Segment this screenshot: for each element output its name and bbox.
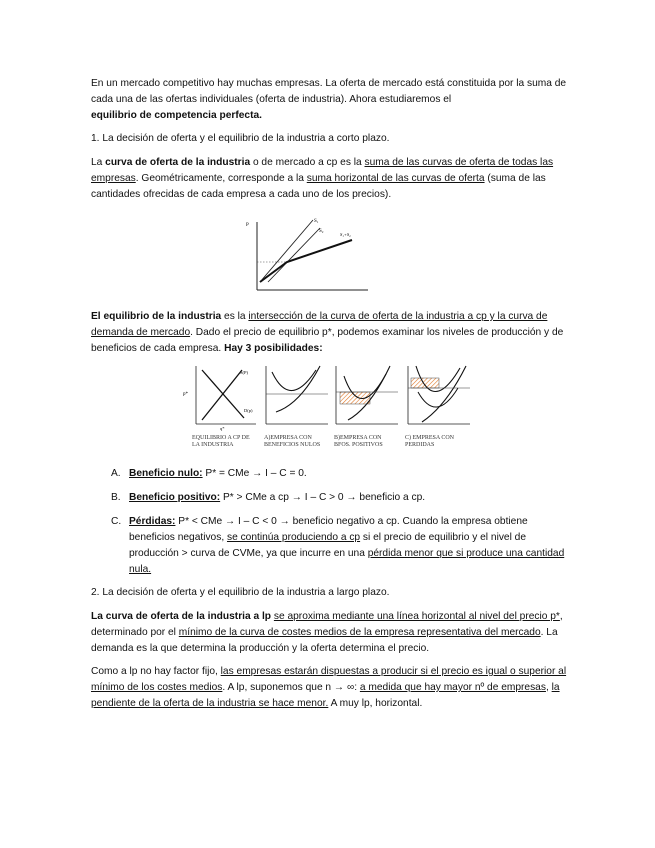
text: ,	[545, 682, 552, 693]
list-marker: C.	[111, 516, 122, 527]
text: Como a lp no hay factor fijo,	[91, 666, 221, 677]
curva-paragraph	[91, 155, 571, 203]
text: o de mercado a cp es la	[250, 157, 365, 168]
s1-label: S₁	[314, 219, 319, 224]
underlined-text: pérdida menor que si produce una cantidad nula.	[129, 548, 565, 575]
list-text	[129, 466, 566, 482]
underlined-text: la pendiente de la oferta de la industria se hace menor.	[91, 682, 560, 709]
text: . A lp, suponemos que n → ∞:	[222, 682, 360, 693]
bold-text: Hay 3 posibilidades:	[224, 343, 323, 354]
q-star-label: q*	[220, 426, 225, 431]
item-text: si el precio de equilibrio y el nivel de producción > curva de CVMe, ya que incurre en una	[129, 532, 527, 559]
underlined-text: se aproxima mediante una línea horizontal al nivel del precio p*	[273, 611, 560, 622]
bold-text: La curva de oferta de la industria a lp	[91, 611, 272, 622]
sum-label: S₁+S₂	[340, 232, 351, 237]
list-marker: A.	[111, 468, 121, 479]
text: . Geométricamente, corresponde a la	[135, 173, 307, 184]
intro-text: En un mercado competitivo hay muchas empresas. La oferta de mercado está constituida por la suma de cada una de las ofertas individuales (oferta de industria). Ahora estudiaremos el	[91, 78, 567, 105]
text: La	[91, 157, 106, 168]
lp-paragraph	[91, 609, 571, 657]
loss-area	[411, 378, 439, 388]
caption-zero-profit: A)EMPRESA CON BENEFICIOS NULOS	[264, 435, 321, 448]
demand-curve	[202, 370, 244, 418]
item-label: Pérdidas:	[129, 516, 176, 527]
text: es la	[221, 311, 249, 322]
bold-text: curva de oferta de la industria	[105, 157, 251, 168]
supply-label: S(P)	[240, 370, 249, 375]
section1-title: 1. La decisión de oferta y el equilibrio de la industria a corto plazo.	[91, 133, 390, 144]
underlined-text: suma de las curvas de oferta de todas las empresas	[91, 157, 554, 184]
list-marker: B.	[111, 492, 121, 503]
underlined-text: intersección de la curva de oferta de la industria a cp y la curva de demanda de mercado	[91, 311, 548, 338]
underlined-text: a medida que hay mayor nº de empresas	[359, 682, 546, 693]
supply-sum-figure	[240, 212, 375, 304]
s1-curve	[260, 220, 313, 282]
text: A muy lp, horizontal.	[328, 698, 423, 709]
section2-title: 2. La decisión de oferta y el equilibrio de la industria a largo plazo.	[91, 587, 390, 598]
underlined-text: mínimo de la curva de costes medios de la empresa representativa del mercado	[178, 627, 541, 638]
p-star-label: p*	[183, 392, 188, 397]
panel-losses	[408, 366, 470, 424]
intro-bold: equilibrio de competencia perfecta.	[91, 110, 262, 121]
s2-label: S₂	[319, 229, 324, 234]
final-paragraph	[91, 664, 571, 712]
item-label: Beneficio positivo:	[129, 492, 221, 503]
item-label: Beneficio nulo:	[129, 468, 203, 479]
text: , determinado por el	[91, 611, 563, 638]
item-text: P* < CMe → I – C < 0 → beneficio negativo a cp. Cuando la empresa obtiene beneficios negativos,	[129, 516, 528, 543]
s2-curve	[268, 228, 320, 282]
text: . Dado el precio de equilibrio p*, podemos examinar los niveles de producción y de beneficios de cada empresa.	[91, 327, 564, 354]
underlined-text: las empresas estarán dispuestas a producir si el precio es igual o superior al mínimo de los costes medios	[91, 666, 567, 693]
p-axis-label: P	[246, 223, 249, 228]
panel-zero-profit	[266, 366, 328, 424]
marginal-cost-curve	[422, 366, 466, 422]
panel-positive-profit	[336, 366, 398, 424]
underlined-text: suma horizontal de las curvas de oferta	[306, 173, 485, 184]
caption-positive-profit: B)EMPRESA CON BFOS. POSITIVOS	[334, 435, 383, 448]
item-text: P* > CMe a cp → I – C > 0 → beneficio a cp.	[220, 492, 426, 503]
average-cost-curve	[272, 370, 316, 391]
underlined-text: se continúa produciendo a cp	[226, 532, 361, 543]
caption-losses: C) EMPRESA CON PERDIDAS	[405, 435, 455, 448]
list-text	[129, 514, 566, 578]
caption-industry: EQUILIBRIO A CP DE LA INDUSTRIA	[192, 435, 250, 448]
text: (suma de las cantidades ofrecidas de cada empresa a cada uno de los precios).	[91, 173, 546, 200]
equilibrio-paragraph	[91, 309, 571, 357]
text: . La demanda es la que determina la producción y la oferta determina el precio.	[91, 627, 558, 654]
item-text: P* = CMe → I – C = 0.	[202, 468, 307, 479]
equilibrium-panels-figure	[180, 362, 470, 432]
demand-label: D(p)	[244, 408, 253, 413]
panel-industry	[183, 366, 256, 431]
list-text	[129, 490, 566, 506]
bold-text: El equilibrio de la industria	[91, 311, 222, 322]
intro-paragraph	[91, 76, 571, 124]
